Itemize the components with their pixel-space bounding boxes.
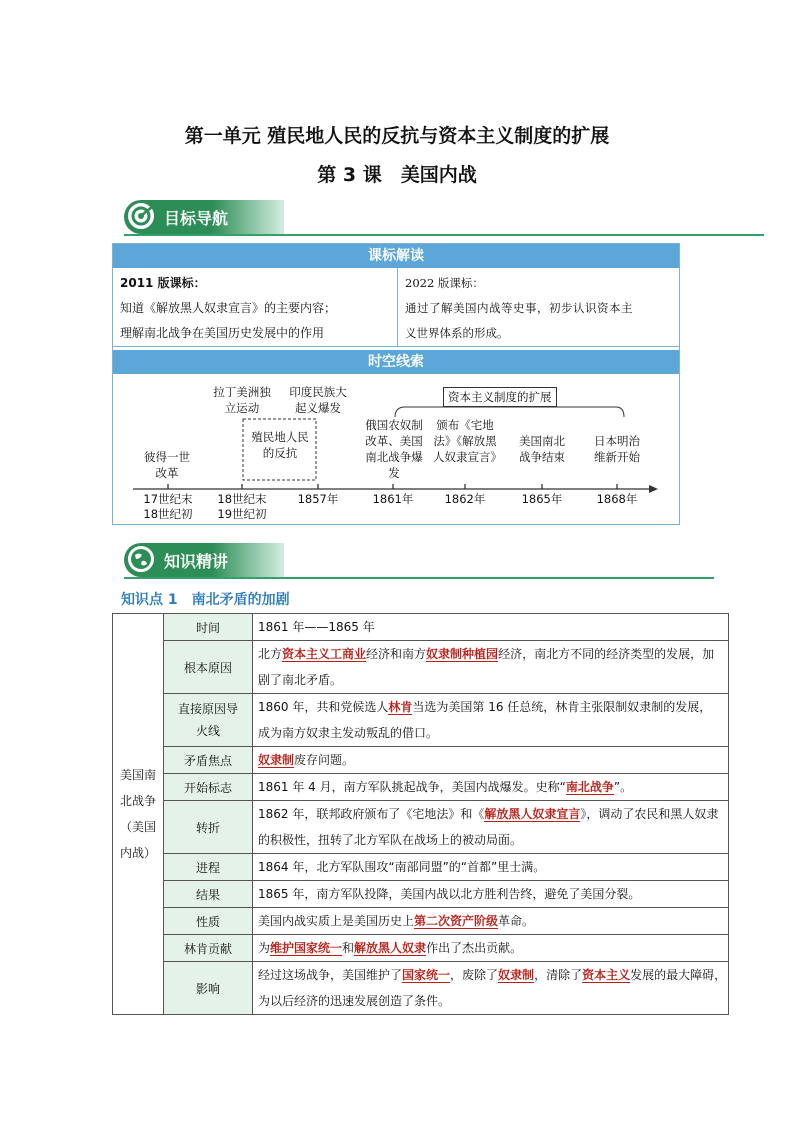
lesson-title: 第 3 课 美国内战: [317, 164, 477, 186]
row-key: 林肯贡献: [164, 935, 253, 962]
event-india: 印度民族大起义爆发: [289, 385, 347, 415]
text-segment: 美国内战实质上是美国历史上: [258, 914, 415, 928]
curriculum-2022-title: 2022 版课标：: [405, 276, 484, 290]
text-segment: 北方: [258, 647, 283, 661]
table-row: [113, 774, 729, 801]
text-segment: 发展的最大障碍， 为以后经济的迅速发展创造了条件。: [258, 968, 733, 1008]
text-segment: 1864 年，北方军队围攻“南部同盟”的“首都”里士满。: [258, 860, 546, 874]
highlighted-term: 维护国家统一: [270, 941, 343, 955]
table-row: [113, 801, 729, 854]
table-row: [113, 614, 729, 641]
row-key: 进程: [164, 854, 253, 881]
knowledge-point-title: 知识点 1 南北矛盾的加剧: [121, 592, 290, 608]
text-segment: 1865 年，南方军队投降，美国内战以北方胜利告终，避免了美国分裂。: [258, 887, 641, 901]
row-key: 矛盾焦点: [164, 747, 253, 774]
target-icon: [126, 201, 156, 231]
highlighted-term: 第二次资产阶级: [414, 914, 499, 928]
row-key: 开始标志: [164, 774, 253, 801]
event-1861: 俄国农奴制改革、美国南北战争爆发: [365, 418, 423, 480]
timeline-header: 时空线索: [113, 350, 679, 374]
text-segment: 革命。: [498, 914, 535, 928]
table-row: [113, 935, 729, 962]
year-1857: 1857年: [297, 492, 339, 506]
event-peter: 彼得一世改革: [144, 450, 190, 480]
text-segment: 1861 年 4 月，南方军队挑起战争，美国内战爆发。史称“: [258, 780, 566, 794]
row-key: 直接原因导火线: [164, 694, 253, 747]
year-1865: 1865年: [521, 492, 563, 506]
row-value: [253, 774, 729, 801]
row-value: [253, 614, 729, 641]
section-label: 知识精讲: [164, 552, 229, 571]
row-value: [253, 881, 729, 908]
highlighted-term: 奴隶制种植园: [426, 647, 499, 661]
table-row: [113, 694, 729, 747]
row-value: [253, 854, 729, 881]
curriculum-box: [112, 243, 680, 525]
text-segment: 经过这场战争，美国维护了: [258, 968, 403, 982]
year-1861: 1861年: [372, 492, 414, 506]
row-key: 时间: [164, 614, 253, 641]
curriculum-2011-line1: 知道《解放黑人奴隶宣言》的主要内容；: [120, 301, 337, 315]
section-banner-goals: [124, 200, 764, 240]
row-value: [253, 908, 729, 935]
text-segment: 1860 年，共和党候选人: [258, 700, 389, 714]
table-row: [113, 641, 729, 694]
year-17c: 17世纪末 18世纪初: [143, 492, 193, 521]
row-value: [253, 801, 729, 854]
curriculum-2022-line2: 义世界体系的形成。: [405, 326, 509, 340]
event-1868: 日本明治维新开始: [594, 434, 640, 464]
row-value: [253, 641, 729, 694]
row-value: [253, 747, 729, 774]
event-latin-america: 拉丁美洲独立运动: [213, 385, 271, 415]
table-row: [113, 881, 729, 908]
year-18c: 18世纪末 19世纪初: [217, 492, 267, 521]
row-key: 根本原因: [164, 641, 253, 694]
table-row: [113, 962, 729, 1015]
highlighted-term: 奴隶制: [258, 753, 295, 767]
curriculum-2011-title: 2011 版课标：: [120, 276, 206, 290]
text-segment: ，清除了: [534, 968, 583, 982]
text-segment: 经济，南北方不同的经济类型的发展，加剧了南北矛盾。: [258, 647, 715, 687]
event-1865: 美国南北战争结束: [519, 434, 565, 464]
year-1868: 1868年: [596, 492, 638, 506]
highlighted-term: 资本主义: [582, 968, 631, 982]
text-segment: ”。: [613, 780, 633, 794]
highlighted-term: 国家统一: [402, 968, 451, 982]
dashed-box-label: 殖民地人民的反抗: [251, 430, 309, 460]
text-segment: 1862 年，联邦政府颁布了《宅地法》和《: [258, 807, 485, 821]
bracket-label: 资本主义制度的扩展: [443, 387, 557, 407]
globe-icon: [126, 544, 156, 574]
table-row: [113, 908, 729, 935]
curriculum-2022-line1: 通过了解美国内战等史事，初步认识资本主: [405, 301, 633, 315]
section-label: 目标导航: [164, 209, 229, 228]
highlighted-term: 南北战争: [565, 780, 614, 794]
highlighted-term: 解放黑人奴隶宣言: [484, 807, 581, 821]
row-value: [253, 935, 729, 962]
curriculum-2011-line2: 理解南北战争在美国历史发展中的作用: [120, 326, 325, 340]
text-segment: 1861 年——1865 年: [258, 620, 375, 634]
highlighted-term: 资本主义工商业: [282, 647, 367, 661]
table-row: [113, 747, 729, 774]
row-key: 性质: [164, 908, 253, 935]
text-segment: 为: [258, 941, 271, 955]
highlighted-term: 林肯: [388, 700, 413, 714]
row-value: [253, 694, 729, 747]
curriculum-header: 课标解读: [113, 244, 679, 268]
timeline: [113, 374, 679, 524]
year-1862: 1862年: [444, 492, 486, 506]
text-segment: 》，调动了农民和黑人奴隶的积极性，扭转了北方军队在战场上的被动局面。: [258, 807, 719, 847]
highlighted-term: 奴隶制: [498, 968, 535, 982]
text-segment: ，废除了: [450, 968, 499, 982]
row-key: 转折: [164, 801, 253, 854]
event-1862: 颁布《宅地法》《解放黑人奴隶宣言》: [433, 418, 502, 464]
row-key: 结果: [164, 881, 253, 908]
row-value: [253, 962, 733, 1015]
knowledge-table: [112, 613, 733, 1015]
row-header: 美国南北战争（美国内战）: [113, 614, 164, 1015]
table-row: [113, 854, 729, 881]
text-segment: 经济和南方: [366, 647, 427, 661]
row-key: 影响: [164, 962, 253, 1015]
text-segment: 当选为美国第 16 任总统，林肯主张限制奴隶制的发展，成为南方奴隶主发动叛乱的借口。: [258, 700, 712, 740]
text-segment: 作出了杰出贡献。: [426, 941, 523, 955]
section-banner-knowledge: [124, 543, 714, 583]
text-segment: 和: [342, 941, 355, 955]
highlighted-term: 解放黑人奴隶: [354, 941, 427, 955]
text-segment: 废存问题。: [294, 753, 355, 767]
unit-title: 第一单元 殖民地人民的反抗与资本主义制度的扩展: [184, 125, 610, 147]
